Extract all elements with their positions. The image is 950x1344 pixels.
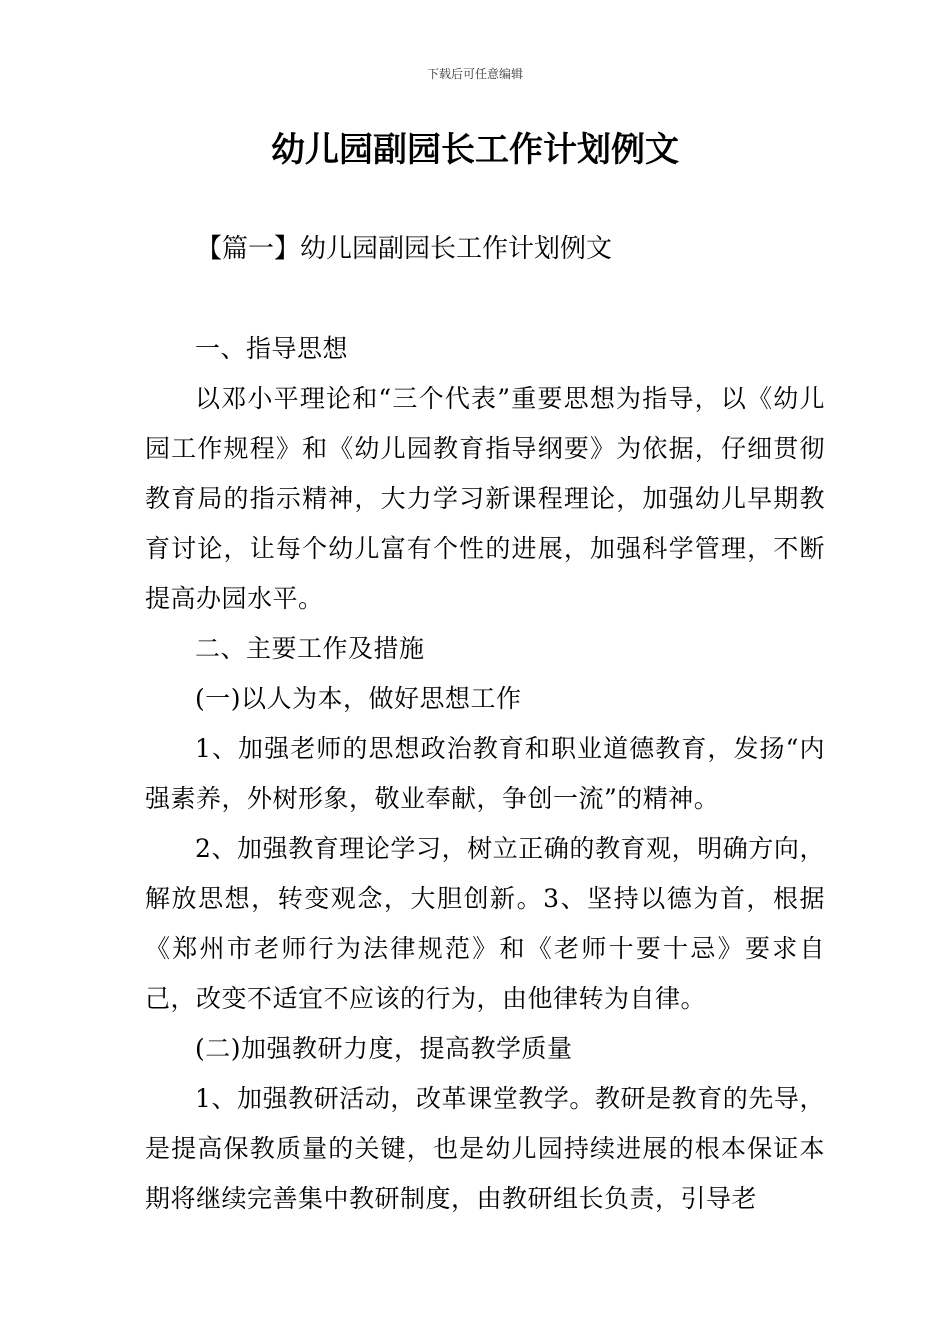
paragraph-guiding-ideology: 以邓小平理论和“三个代表”重要思想为指导，以《幼儿园工作规程》和《幼儿园教育指导纲要》为依据，仔细贯彻教育局的指示精神，大力学习新课程理论，加强幼儿早期教育讨论，让每个幼儿富有个性的进展，加强科学管理，不断提高办园水平。 [145,384,825,613]
paragraph-research-item-1: 1、加强教研活动，改革课堂教学。教研是教育的先导，是提高保教质量的关键，也是幼儿园持续进展的根本保证本期将继续完善集中教研制度，由教研组长负责，引导老 [145,1084,825,1213]
heading-main-work: 二、主要工作及措施 [195,634,425,663]
header-note: 下载后可任意编辑 [426,67,523,81]
heading-guiding-ideology: 一、指导思想 [195,334,349,363]
paragraph-item-1: 1、加强老师的思想政治教育和职业道德教育，发扬“内强素养，外树形象，敬业奉献，争创一流”的精神。 [145,734,825,813]
document-title: 幼儿园副园长工作计划例文 [271,130,679,170]
document-body [145,324,825,1224]
subheading-teaching-research: (二)加强教研力度，提高教学质量 [195,1034,573,1063]
paragraph-item-2-3: 2、加强教育理论学习，树立正确的教育观，明确方向，解放思想，转变观念，大胆创新。3、坚持以德为首，根据《郑州市老师行为法律规范》和《老师十要十忌》要求自己，改变不适宜不应该的行为，由他律转为自律。 [145,834,825,1013]
section-heading: 【篇一】幼儿园副园长工作计划例文 [196,234,613,264]
subheading-people-oriented: (一)以人为本，做好思想工作 [195,684,522,713]
